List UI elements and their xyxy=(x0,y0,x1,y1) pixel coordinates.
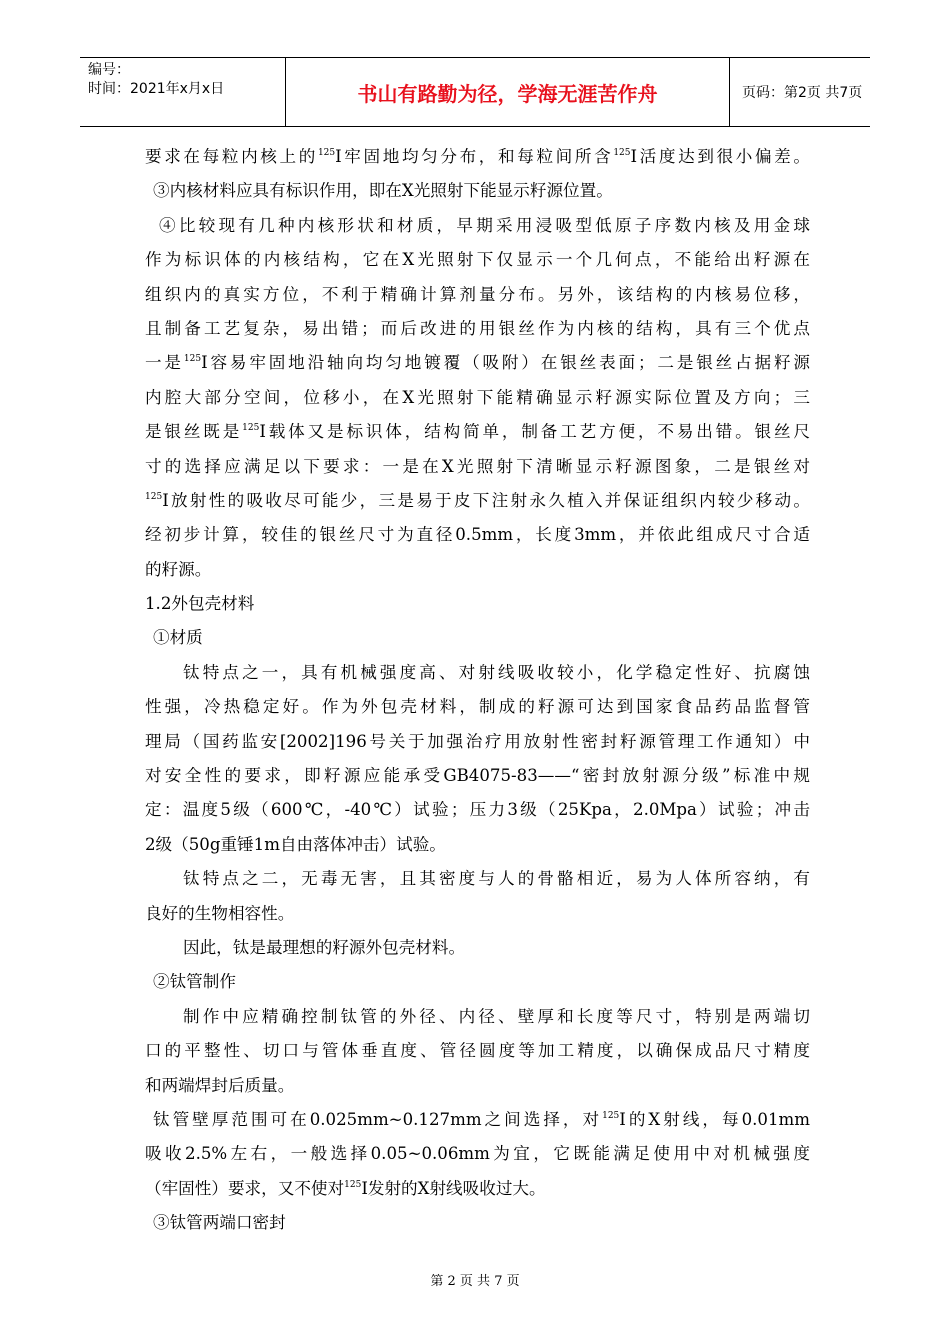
text-line: 良好的生物相容性。 xyxy=(145,903,295,923)
text-line: 性强，冷热稳定好。作为外包壳材料，制成的籽源可达到国家食品药品监督管 xyxy=(145,697,810,717)
text-line: $^{125}$I放射性的吸收尽可能少，三是易于皮下注射永久植入并保证组织内较少移动。 xyxy=(145,490,810,510)
page-header xyxy=(80,57,870,127)
document-number-label: 编号： xyxy=(88,62,130,78)
text-line: 的籽源。 xyxy=(145,559,212,579)
text-line: 口的平整性、切口与管体垂直度、管径圆度等加工精度，以确保成品尺寸精度 xyxy=(145,1041,810,1061)
text-line: 钛特点之一，具有机械强度高、对射线吸收较小，化学稳定性好、抗腐蚀 xyxy=(183,662,810,682)
text-line: 定：温度5级（600℃，-40℃）试验；压力3级（25Kpa，2.0Mpa）试验；冲击 xyxy=(145,800,810,820)
document-body xyxy=(145,140,810,1241)
list-item-4: ④比较现有几种内核形状和材质，早期采用浸吸型低原子序数内核及用金球 xyxy=(159,215,810,235)
text-line: 因此，钛是最理想的籽源外包壳材料。 xyxy=(183,937,466,957)
text-line: （牢固性）要求，又不使对$^{125}$I发射的X射线吸收过大。 xyxy=(145,1178,546,1198)
text-line: 对安全性的要求，即籽源应能承受GB4075-83——“密封放射源分级”标准中规 xyxy=(145,766,810,786)
list-item-3: ③内核材料应具有标识作用，即在X光照射下能显示籽源位置。 xyxy=(153,181,613,201)
text-line: 制作中应精确控制钛管的外径、内径、壁厚和长度等尺寸，特别是两端切 xyxy=(183,1006,810,1026)
section-heading: 1.2外包壳材料 xyxy=(145,594,255,614)
text-line: 一是$^{125}$I容易牢固地沿轴向均匀地镀覆（吸附）在银丝表面；二是银丝占据籽源 xyxy=(145,353,811,373)
text-line: 组织内的真实方位，不利于精确计算剂量分布。另外，该结构的内核易位移， xyxy=(145,284,810,304)
text-line: 吸收2.5%左右，一般选择0.05~0.06mm为宜，它既能满足使用中对机械强度 xyxy=(145,1144,810,1164)
text-line: 作为标识体的内核结构，它在X光照射下仅显示一个几何点，不能给出籽源在 xyxy=(145,250,810,270)
text-line: 要求在每粒内核上的$^{125}$I牢固地均匀分布，和每粒间所含$^{125}$I活度达到很小偏差。 xyxy=(145,147,810,166)
text-line: 钛特点之二，无毒无害，且其密度与人的骨骼相近，易为人体所容纳，有 xyxy=(183,869,810,889)
text-line: 理局（国药监安[2002]196号关于加强治疗用放射性密封籽源管理工作通知）中 xyxy=(145,731,810,751)
header-motto: 书山有路勤为径，学海无涯苦作舟 xyxy=(285,58,730,126)
subsection-heading: ①材质 xyxy=(153,628,203,648)
subsection-heading: ③钛管两端口密封 xyxy=(153,1213,286,1233)
text-line: 且制备工艺复杂，易出错；而后改进的用银丝作为内核的结构，具有三个优点 xyxy=(145,318,810,338)
text-line: 和两端焊封后质量。 xyxy=(145,1075,295,1095)
subsection-heading: ②钛管制作 xyxy=(153,972,236,992)
text-line: 内腔大部分空间，位移小，在X光照射下能精确显示籽源实际位置及方向；三 xyxy=(145,387,810,407)
text-line: 寸的选择应满足以下要求：一是在X光照射下清晰显示籽源图象，二是银丝对 xyxy=(145,456,810,476)
header-meta xyxy=(80,58,285,126)
page-footer: 第 2 页 共 7 页 xyxy=(430,1274,520,1289)
header-page-indicator: 页码：第2页 共7页 xyxy=(742,85,863,101)
text-line: 经初步计算，较佳的银丝尺寸为直径0.5mm，长度3mm，并依此组成尺寸合适 xyxy=(145,525,810,545)
text-line: 2级（50g重锤1m自由落体冲击）试验。 xyxy=(145,834,446,854)
document-time-label: 时间：2021年x月x日 xyxy=(88,81,225,97)
text-line: 钛管壁厚范围可在0.025mm~0.127mm之间选择，对$^{125}$I的X射线，每0.01mm xyxy=(153,1109,810,1129)
text-line: 是银丝既是$^{125}$I载体又是标识体，结构简单，制备工艺方便，不易出错。银丝尺 xyxy=(145,422,811,442)
